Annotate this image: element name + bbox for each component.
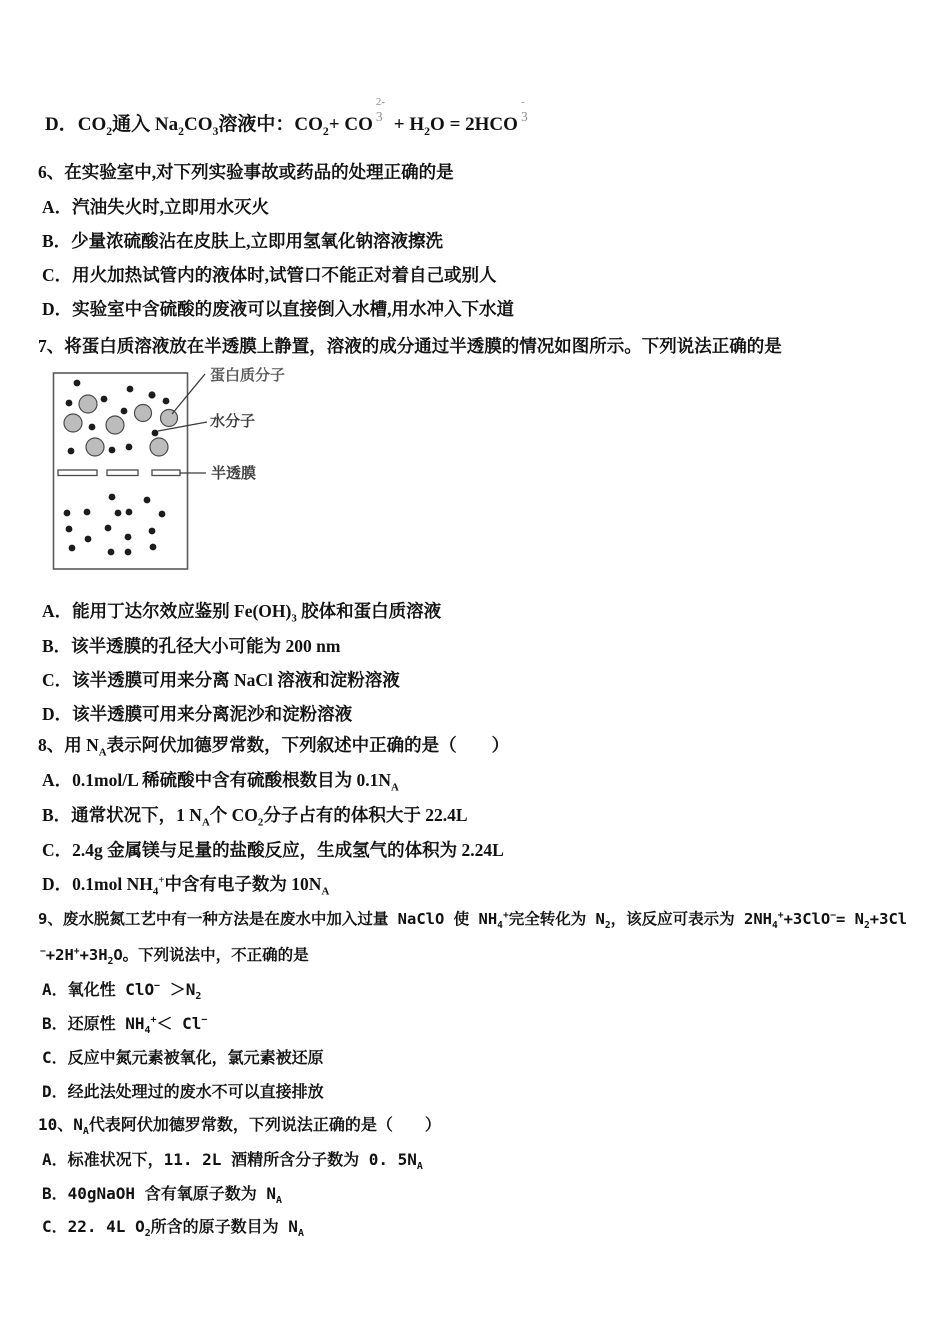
protein-label: 蛋白质分子 [210,368,286,384]
q6-option-d: D．实验室中含硫酸的废液可以直接倒入水槽,用水冲入下水道 [42,299,515,319]
q10-option-c: C．22. 4L $O_2$所含的原子数目为 $N_A$ [42,1217,304,1240]
formula-prefix: D．$CO_2$通入 $Na_2CO_3$溶液中：$CO_2+$ CO [45,114,373,138]
q8-option-a: A．0.1mol/L 稀硫酸中含有硫酸根数目为 $0.1N_A$ [42,770,399,794]
q7-option-d: D．该半透膜可用来分离泥沙和淀粉溶液 [42,704,353,724]
q9-header-line1: 9、废水脱氮工艺中有一种方法是在废水中加入过量 NaClO 使 $NH_4^+$完全转化为 $N_2$，该反应可表示为 $2NH_4^++3ClO^-= N_2+3Cl$ [38,909,908,932]
formula-mid: + $H_2O = 2HCO$ [389,114,518,138]
q7-option-b: B．该半透膜的孔径大小可能为 200 nm [42,636,341,656]
q6-option-c: C．用火加热试管内的液体时,试管口不能正对着自己或别人 [42,265,497,285]
q8-option-d: D．0.1mol $NH_4^+$中含有电子数为 $10N_A$ [42,874,330,898]
ion-fragment-co3: 2- 3 [375,96,386,124]
water-label: 水分子 [210,414,256,430]
ion-fragment-hco3: - 3 [520,96,528,124]
q10-option-b: B．40gNaOH 含有氧原子数为 $N_A$ [42,1184,282,1207]
q7-header: 7、将蛋白质溶液放在半透膜上静置，溶液的成分通过半透膜的情况如图所示。下列说法正确的是 [38,336,782,356]
q7-membrane-diagram [50,366,370,578]
q7-option-c: C．该半透膜可用来分离 NaCl 溶液和淀粉溶液 [42,670,400,690]
q7-option-a: A．能用丁达尔效应鉴别 $Fe(OH)_3$ 胶体和蛋白质溶液 [42,601,442,625]
q9-option-b: B．还原性 $NH_4^+< Cl^-$ [42,1014,208,1037]
q6-header: 6、在实验室中,对下列实验事故或药品的处理正确的是 [38,162,454,182]
q6-option-a: A．汽油失火时,立即用水灭火 [42,197,270,217]
q9-header-line2: $^-+2H^++3H_2O$。下列说法中，不正确的是 [40,945,309,968]
q9-option-c: C．反应中氮元素被氧化，氯元素被还原 [42,1048,324,1067]
q9-option-a: A．氧化性 $ClO^- >N_2$ [42,980,202,1003]
option-line-d-top [45,96,532,138]
q8-option-b: B．通常状况下，1 $N_A$个 $CO_2$分子占有的体积大于 22.4L [42,805,468,829]
q10-option-a: A．标准状况下，11. 2L 酒精所含分子数为 0. $5N_A$ [42,1150,423,1173]
membrane-label: 半透膜 [211,466,257,482]
membrane-diagram-svg [50,366,370,578]
q8-header: 8、用 $N_A$表示阿伏加德罗常数，下列叙述中正确的是（ ） [38,735,510,759]
q8-option-c: C．2.4g 金属镁与足量的盐酸反应，生成氢气的体积为 2.24L [42,840,504,860]
q10-header: 10、$N_A$代表阿伏加德罗常数，下列说法正确的是（ ） [38,1115,441,1138]
q6-option-b: B．少量浓硫酸沾在皮肤上,立即用氢氧化钠溶液擦洗 [42,231,444,251]
q9-option-d: D．经此法处理过的废水不可以直接排放 [42,1082,324,1101]
membrane-slits [58,470,180,476]
